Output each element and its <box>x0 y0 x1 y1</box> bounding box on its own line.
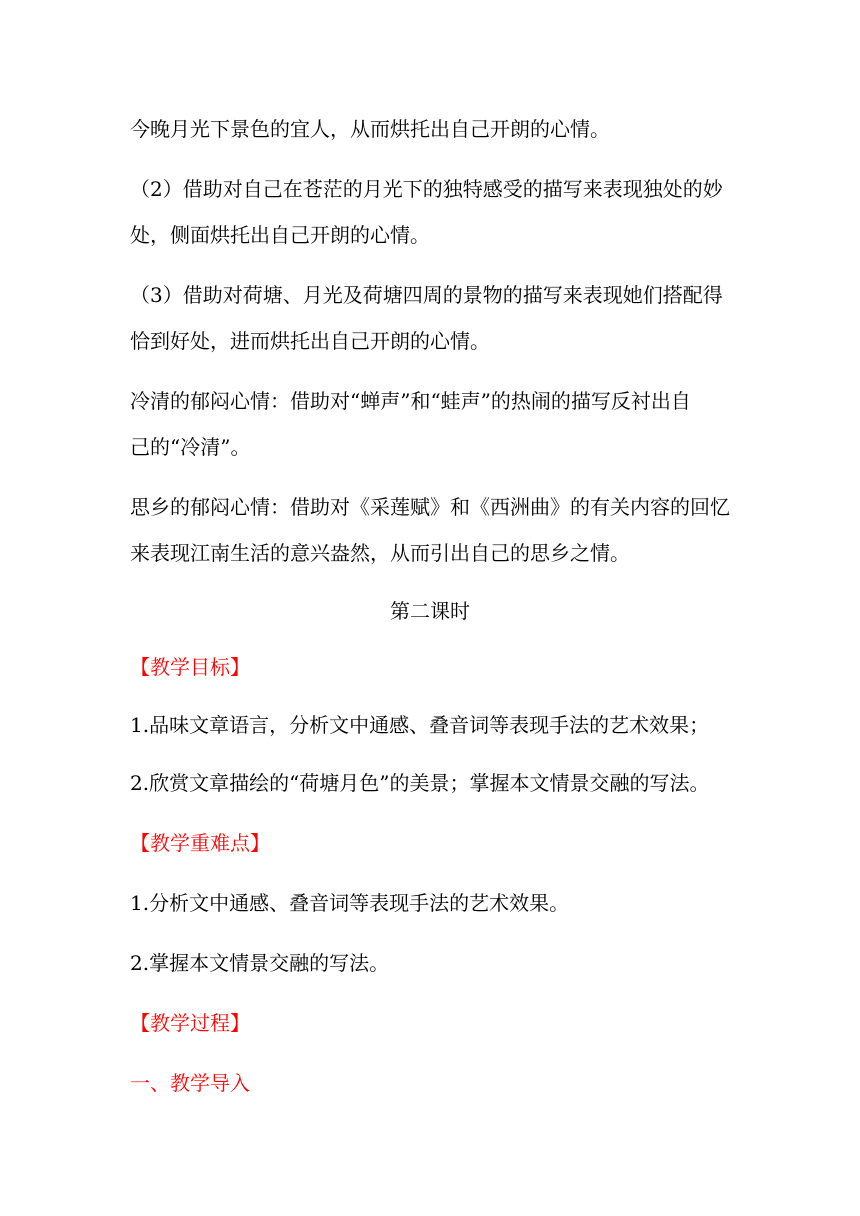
section-heading: 一、教学导入 <box>130 1071 250 1095</box>
body-line: 处，侧面烘托出自己开朗的心情。 <box>130 223 430 247</box>
lesson-title: 第二课时 <box>390 599 470 623</box>
body-line: （2）借助对自己在苍茫的月光下的独特感受的描写来表现独处的妙 <box>130 177 723 201</box>
body-line: 冷清的郁闷心情：借助对“蝉声”和“蛙声”的热闹的描写反衬出自 <box>130 389 691 413</box>
body-line: 思乡的郁闷心情：借助对《采莲赋》和《西洲曲》的有关内容的回忆 <box>130 495 730 519</box>
body-line: 恰到好处，进而烘托出自己开朗的心情。 <box>130 329 490 353</box>
process-heading: 【教学过程】 <box>130 1011 250 1035</box>
keypoint-item: 1.分析文中通感、叠音词等表现手法的艺术效果。 <box>130 891 570 915</box>
body-line: 今晚月光下景色的宜人，从而烘托出自己开朗的心情。 <box>130 117 610 141</box>
body-line: 己的“冷清”。 <box>130 435 251 459</box>
body-line: （3）借助对荷塘、月光及荷塘四周的景物的描写来表现她们搭配得 <box>130 283 723 307</box>
goals-heading: 【教学目标】 <box>130 655 250 679</box>
goal-item: 2.欣赏文章描绘的“荷塘月色”的美景；掌握本文情景交融的写法。 <box>130 771 710 795</box>
keypoints-heading: 【教学重难点】 <box>130 831 270 855</box>
keypoint-item: 2.掌握本文情景交融的写法。 <box>130 951 390 975</box>
body-line: 来表现江南生活的意兴盎然，从而引出自己的思乡之情。 <box>130 541 630 565</box>
goal-item: 1.品味文章语言，分析文中通感、叠音词等表现手法的艺术效果； <box>130 713 710 737</box>
